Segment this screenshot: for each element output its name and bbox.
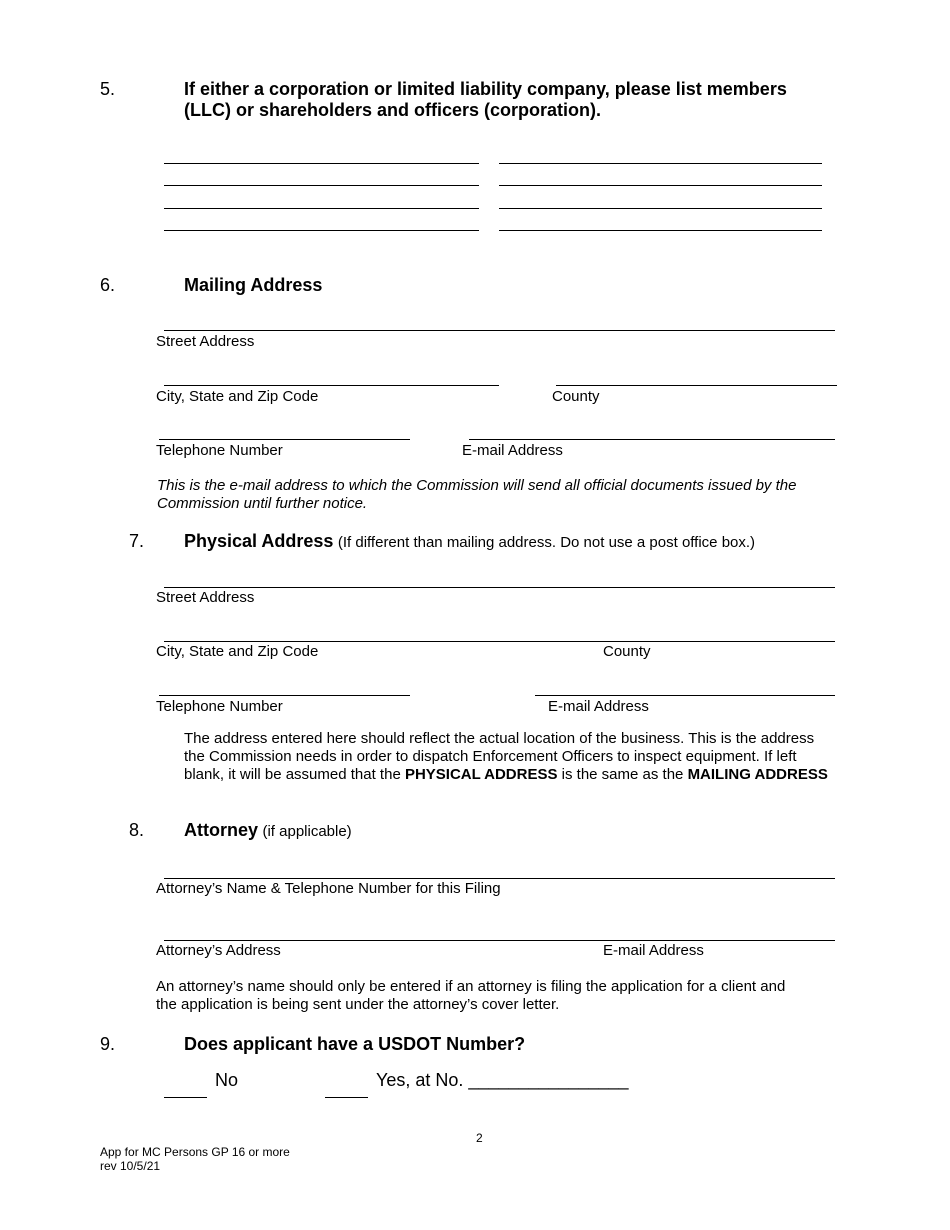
mailing-email-field[interactable]: [469, 439, 835, 440]
physical-street-label: Street Address: [156, 589, 255, 606]
note-emphasis-mailing: MAILING ADDRESS: [687, 766, 828, 783]
physical-city-county-field[interactable]: [164, 641, 835, 642]
member-line-right-2[interactable]: [499, 185, 822, 186]
member-line-left-3[interactable]: [164, 208, 479, 209]
member-line-right-3[interactable]: [499, 208, 822, 209]
note-emphasis-physical: PHYSICAL ADDRESS: [404, 766, 558, 783]
mailing-email-label: E-mail Address: [462, 442, 563, 459]
physical-email-label: E-mail Address: [548, 698, 649, 715]
mailing-city-label: City, State and Zip Code: [156, 388, 319, 405]
physical-note-line2: the Commission needs in order to dispatch Enforcement Officers to inspect equipment. If left: [184, 748, 797, 765]
section-7-heading: [184, 531, 755, 552]
attorney-note-line1: An attorney’s name should only be entered if an attorney is filing the application for a client and: [156, 978, 786, 995]
section-7-title-note: (If different than mailing address. Do not use a post office box.): [337, 534, 756, 551]
physical-note-line3: [184, 766, 828, 783]
usdot-yes-label: Yes, at No. ________________: [376, 1070, 629, 1090]
attorney-name-field[interactable]: [164, 878, 835, 879]
physical-county-label: County: [603, 643, 651, 660]
mailing-email-note-line1: This is the e-mail address to which the Commission will send all official documents issued by the: [157, 477, 797, 494]
member-line-left-1[interactable]: [164, 163, 479, 164]
mailing-street-field[interactable]: [164, 330, 835, 331]
member-line-right-4[interactable]: [499, 230, 822, 231]
mailing-street-label: Street Address: [156, 333, 255, 350]
section-5-title-line2: (LLC) or shareholders and officers (corporation).: [184, 100, 602, 120]
usdot-no-checkline[interactable]: [164, 1097, 207, 1098]
section-5-title-line1: If either a corporation or limited liability company, please list members: [184, 79, 787, 99]
mailing-city-field[interactable]: [164, 385, 499, 386]
physical-street-field[interactable]: [164, 587, 835, 588]
page-number: 2: [476, 1131, 483, 1145]
mailing-phone-label: Telephone Number: [156, 442, 283, 459]
footer-revision: rev 10/5/21: [100, 1159, 161, 1173]
attorney-address-label: Attorney’s Address: [156, 942, 281, 959]
section-7-title: Physical Address: [184, 531, 334, 551]
attorney-address-field[interactable]: [164, 940, 835, 941]
physical-phone-label: Telephone Number: [156, 698, 283, 715]
usdot-yes-checkline[interactable]: [325, 1097, 368, 1098]
section-7-number: 7.: [129, 531, 145, 551]
member-line-left-4[interactable]: [164, 230, 479, 231]
section-5-number: 5.: [100, 79, 116, 99]
section-8-title: Attorney: [184, 820, 259, 840]
section-8-number: 8.: [129, 820, 145, 840]
section-8-title-note: (if applicable): [262, 823, 352, 840]
section-9-number: 9.: [100, 1034, 116, 1054]
physical-note-line1: The address entered here should reflect the actual location of the business. This is the address: [184, 730, 815, 747]
section-6-title: Mailing Address: [184, 275, 323, 295]
attorney-name-label: Attorney’s Name & Telephone Number for this Filing: [156, 880, 501, 897]
section-9-title: Does applicant have a USDOT Number?: [184, 1034, 526, 1054]
section-8-heading: [184, 820, 352, 841]
physical-phone-field[interactable]: [159, 695, 410, 696]
section-6-number: 6.: [100, 275, 116, 295]
physical-email-field[interactable]: [535, 695, 835, 696]
footer-form-name: App for MC Persons GP 16 or more: [100, 1145, 290, 1159]
mailing-county-field[interactable]: [556, 385, 837, 386]
physical-city-label: City, State and Zip Code: [156, 643, 319, 660]
attorney-email-label: E-mail Address: [603, 942, 704, 959]
mailing-phone-field[interactable]: [159, 439, 410, 440]
member-line-left-2[interactable]: [164, 185, 479, 186]
note-text: is the same as the: [557, 766, 688, 783]
usdot-no-label: No: [215, 1070, 239, 1090]
attorney-note-line2: the application is being sent under the attorney’s cover letter.: [156, 996, 560, 1013]
member-line-right-1[interactable]: [499, 163, 822, 164]
mailing-county-label: County: [552, 388, 600, 405]
note-text: blank, it will be assumed that the: [184, 766, 405, 783]
mailing-email-note-line2: Commission until further notice.: [157, 495, 368, 512]
